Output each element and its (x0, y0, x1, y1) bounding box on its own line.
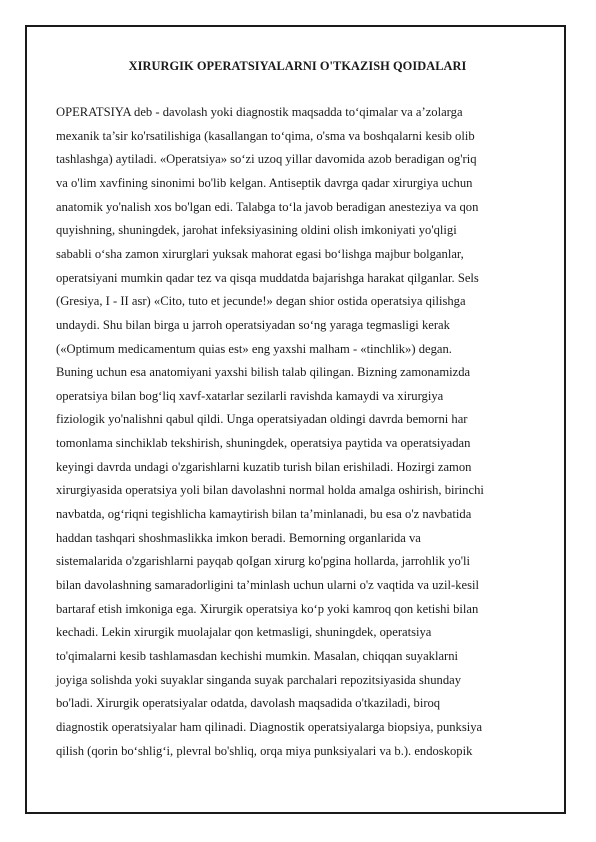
paragraph-line: operatsiyani mumkin qadar tez va qisqa muddatda bajarishga harakat qilganlar. Sels (56, 270, 479, 285)
paragraph-line: joyiga solishda yoki suyaklar singanda suyak parchalari repozitsiyasida shunday (56, 672, 461, 687)
paragraph-line: operatsiya bilan bog‘liq xavf-xatarlar sezilarli ravishda kamaydi va xirurgiya (56, 388, 444, 403)
paragraph-line: («Optimum medicamentum quias est» eng yaxshi malham - «tinchlik») degan. (56, 341, 452, 356)
paragraph-line: qilish (qorin bo‘shlig‘i, plevral bo'shliq, orqa miya punksiyalari va b.). endoskopik (56, 743, 473, 758)
paragraph-line: sistemalarida o'zgarishlarni payqab qoIgan xirurg ko'pgina hollarda, jarrohlik yo'li (56, 554, 471, 569)
paragraph-line: diagnostik operatsiyalar ham qilinadi. Diagnostik operatsiyalarga biopsiya, punksiya (56, 719, 483, 734)
paragraph-line: va o'lim xavfining sinonimi bo'lib kelgan. Antiseptik davrga qadar xirurgiya uchun (56, 175, 473, 190)
document-title: XIRURGIK OPERATSIYALARNI O'TKAZISH QOIDALARI (128, 59, 467, 73)
paragraph-line: (Gresiya, I - II asr) «Cito, tuto et jecunde!» degan shior ostida operatsiya qilishga (56, 294, 466, 309)
paragraph-line: anatomik yo'nalish xos bo'lgan edi. Talabga to‘la javob beradigan anesteziya va qon (56, 199, 479, 214)
paragraph-line: xirurgiyasida operatsiya yoli bilan davolashni normal holda amalga oshirish, birinchi (56, 483, 484, 498)
paragraph-line: to'qimalarni kesib tashlamasdan kechishi mumkin. Masalan, chiqqan suyaklarni (56, 648, 459, 663)
paragraph-line: keyingi davrda undagi o'zgarishlarni kuzatib turish bilan erishiladi. Hozirgi zamon (56, 459, 472, 474)
paragraph-line: OPERATSIYA deb - davolash yoki diagnostik maqsadda to‘qimalar va a’zolarga (56, 105, 463, 119)
paragraph-line: mexanik ta’sir ko'rsatilishiga (kasallangan to‘qima, o'sma va boshqalarni kesib olib (56, 128, 475, 143)
paragraph-line: haddan tashqari shoshmaslikka imkon beradi. Bemorning organlarida va (56, 530, 421, 545)
paragraph-line: navbatda, og‘riqni tegishlicha kamaytirish bilan ta’minlanadi, bu esa o'z navbatida (56, 507, 472, 522)
paragraph-line: Buning uchun esa anatomiyani yaxshi bilish talab qilingan. Bizning zamonamizda (56, 365, 471, 380)
paragraph-line: bartaraf etish imkoniga ega. Xirurgik operatsiya ko‘p yoki kamroq qon ketishi bilan (56, 601, 479, 616)
paragraph-line: kechadi. Lekin xirurgik muolajalar qon ketmasligi, shuningdek, operatsiya (56, 625, 432, 640)
paragraph-line: undaydi. Shu bilan birga u jarroh operatsiyadan so‘ng yaraga tegmasligi kerak (56, 317, 450, 332)
paragraph-line: tomonlama sinchiklab tekshirish, shuningdek, operatsiya paytida va operatsiyadan (56, 436, 471, 451)
paragraph-line: tashlashga) aytiladi. «Operatsiya» so‘zi uzoq yillar davomida azob beradigan og'riq (56, 152, 477, 167)
paragraph-line: quyishning, shuningdek, jarohat infeksiyasining oldini olish imkoniyati yo'qligi (56, 223, 457, 238)
paragraph-line: bo'ladi. Xirurgik operatsiyalar odatda, davolash maqsadida o'tkaziladi, biroq (56, 696, 441, 711)
paragraph-line: fiziologik yo'nalishni qabul qildi. Unga operatsiyadan oldingi davrda bemorni har (56, 412, 468, 427)
paragraph-line: sababli o‘sha zamon xirurglari yuksak mahorat egasi bo‘lishga majbur bolganlar, (56, 246, 464, 261)
paragraph-line: bilan davolashning samaradorligini ta’minlash uchun ularni o'z vaqtida va uzil-kesil (56, 578, 479, 592)
